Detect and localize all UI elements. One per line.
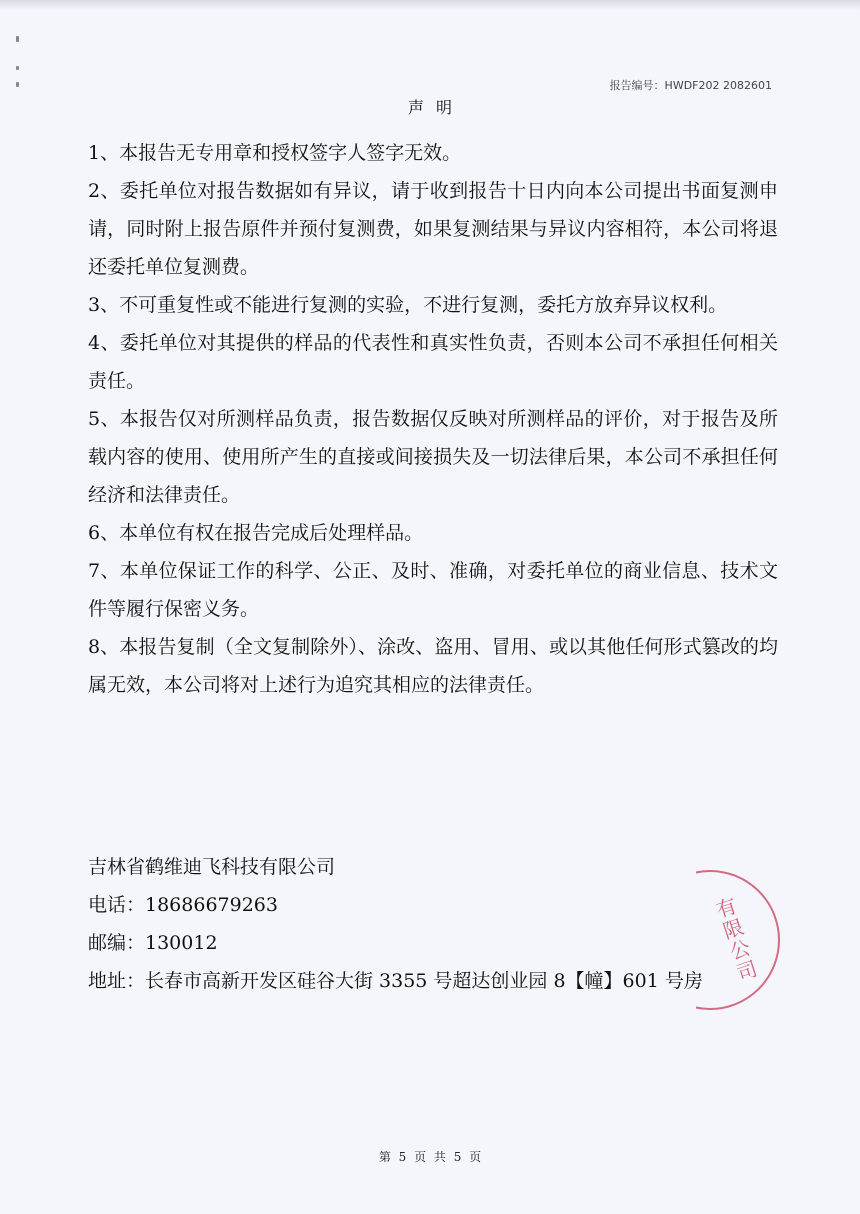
scan-mark — [16, 66, 19, 70]
scan-mark — [16, 36, 19, 42]
company-phone: 电话：18686679263 — [88, 894, 278, 916]
company-info — [88, 848, 788, 1000]
clause-item: 1、本报告无专用章和授权签字人签字无效。 — [88, 142, 462, 164]
clause-item: 2、委托单位对报告数据如有异议，请于收到报告十日内向本公司提出书面复测申请，同时附上报告原件并预付复测费，如果复测结果与异议内容相符，本公司将退还委托单位复测费。 — [88, 180, 778, 278]
clause-list — [88, 134, 778, 704]
company-postcode: 邮编：130012 — [88, 932, 218, 954]
clause-item: 4、委托单位对其提供的样品的代表性和真实性负责，否则本公司不承担任何相关责任。 — [88, 332, 778, 392]
clause-item: 6、本单位有权在报告完成后处理样品。 — [88, 522, 424, 544]
company-name: 吉林省鹤维迪飞科技有限公司 — [88, 856, 336, 878]
clause-item: 5、本报告仅对所测样品负责，报告数据仅反映对所测样品的评价，对于报告及所载内容的使用、使用所产生的直接或间接损失及一切法律后果，本公司不承担任何经济和法律责任。 — [88, 408, 778, 506]
clause-item: 3、不可重复性或不能进行复测的实验，不进行复测，委托方放弃异议权利。 — [88, 294, 728, 316]
clause-item: 7、本单位保证工作的科学、公正、及时、准确，对委托单位的商业信息、技术文件等履行保密义务。 — [88, 560, 778, 620]
report-number: 报告编号：HWDF202 2082601 — [609, 79, 772, 92]
scan-mark — [16, 82, 19, 87]
company-address: 地址：长春市高新开发区硅谷大街 3355 号超达创业园 8【幢】601 号房 — [88, 970, 703, 992]
page-footer: 第 5 页 共 5 页 — [378, 1150, 482, 1164]
company-seal-text: 有限公司 — [710, 894, 761, 986]
clause-item: 8、本报告复制（全文复制除外）、涂改、盗用、冒用、或以其他任何形式篡改的均属无效，本公司将对上述行为追究其相应的法律责任。 — [88, 636, 778, 696]
page-title: 声明 — [407, 98, 464, 117]
